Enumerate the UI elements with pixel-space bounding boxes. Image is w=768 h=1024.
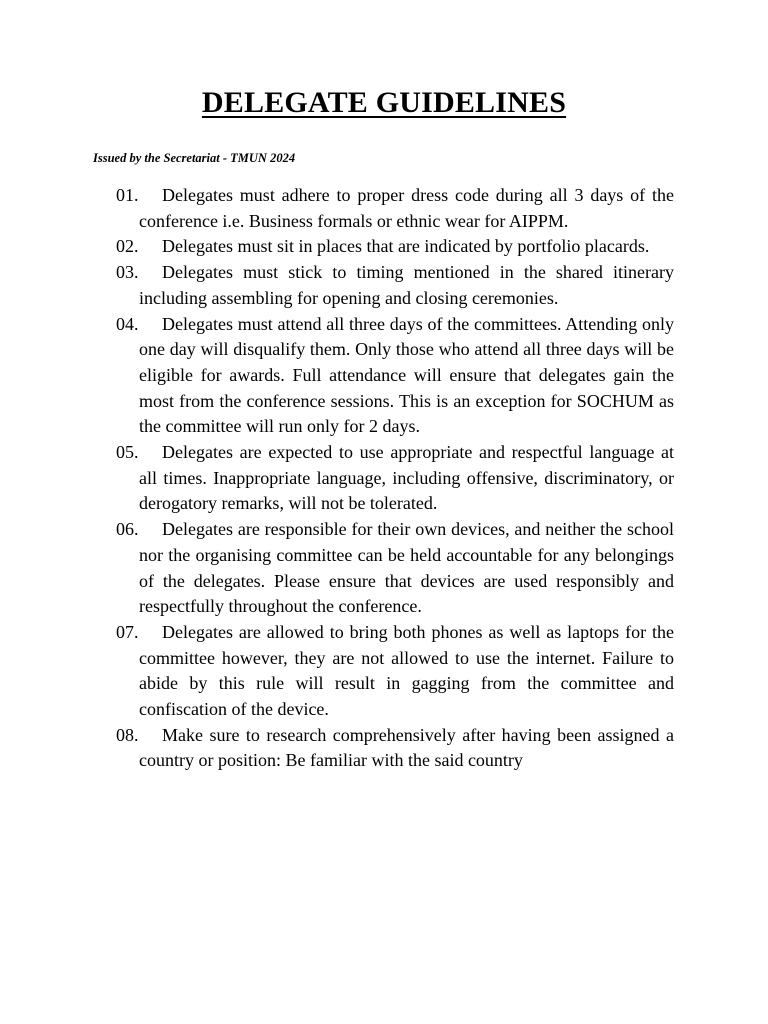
guideline-number: 04. — [116, 313, 139, 334]
guideline-item — [116, 260, 674, 311]
page-title — [0, 86, 768, 120]
guideline-number: 08. — [116, 724, 139, 745]
guideline-item — [116, 517, 674, 620]
guidelines-list — [116, 183, 674, 774]
guideline-item — [116, 312, 674, 441]
guideline-number: 07. — [116, 621, 139, 642]
document-subtitle: Issued by the Secretariat - TMUN 2024 — [93, 151, 296, 165]
guideline-text: Delegates are allowed to bring both phones as well as laptops for the committee however, they are not allowed to use the internet. Failure to abide by this rule will result in gagging from the committee and confiscation of the device. — [139, 621, 674, 720]
guideline-text: Delegates must adhere to proper dress code during all 3 days of the conference i.e. Business formals or ethnic wear for AIPPM. — [139, 185, 674, 231]
page-title-text: DELEGATE GUIDELINES — [201, 86, 567, 119]
guideline-text: Delegates must stick to timing mentioned in the shared itinerary including assembling for opening and closing ceremonies. — [139, 262, 674, 308]
guideline-number: 05. — [116, 442, 139, 463]
guideline-text: Make sure to research comprehensively after having been assigned a country or position: Be familiar with the said country — [139, 724, 674, 771]
guideline-item — [116, 723, 674, 774]
guideline-number: 01. — [116, 185, 139, 205]
guideline-item — [116, 234, 674, 260]
guideline-number: 06. — [116, 519, 139, 540]
guideline-text: Delegates are responsible for their own devices, and neither the school nor the organising committee can be held accountable for any belongings of the delegates. Please ensure that devices are used responsibly and respectfully throughout the conference. — [139, 519, 674, 617]
guideline-number: 02. — [116, 236, 139, 257]
guideline-text: Delegates must attend all three days of the committees. Attending only one day will disqualify them. Only those who attend all three days will be eligible for awards. Full attendance will ensure that delegates gain the most from the conference sessions. This is an exception for SOCHUM as the committee will run only for 2 days. — [139, 313, 674, 437]
guideline-item — [116, 183, 674, 234]
guideline-item — [116, 440, 674, 517]
guideline-number: 03. — [116, 262, 139, 283]
guideline-text: Delegates are expected to use appropriate and respectful language at all times. Inappropriate language, including offensive, discriminatory, or derogatory remarks, will not be tolerated. — [139, 442, 674, 514]
guideline-text: Delegates must sit in places that are indicated by portfolio placards. — [162, 236, 650, 257]
guideline-item — [116, 620, 674, 723]
